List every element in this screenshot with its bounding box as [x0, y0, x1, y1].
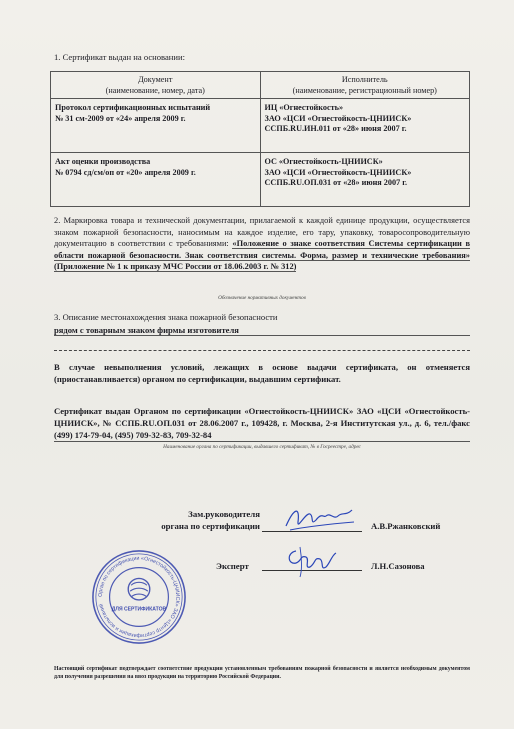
expert-signature: [280, 541, 340, 579]
table-row: [51, 153, 470, 207]
deputy-signature: [280, 500, 360, 540]
document-cell: [51, 99, 261, 153]
document-column-header: [51, 72, 261, 99]
organization-stamp: [90, 548, 188, 646]
basis-table: [50, 71, 470, 207]
normative-docs-caption: Обозначение нормативных документов: [218, 295, 306, 301]
executor-reg-number: ССПБ.RU.ИН.011 от «28» июня 2007 г.: [264, 124, 407, 133]
document-name: Протокол сертификационных испытаний: [55, 103, 211, 112]
stamp-center-text: ДЛЯ СЕРТИФИКАТОВ: [111, 606, 167, 613]
document-number: № 0794 сд/см/оп от «20» апреля 2009 г.: [55, 167, 196, 177]
section3-title: 3. Описание местонахождения знака пожарной безопасности: [54, 312, 278, 322]
executor-header-sublabel: (наименование, регистрационный номер): [292, 86, 437, 95]
executor-cell: [260, 153, 470, 207]
issuing-body-caption: Наименование органа по сертификации, выдавшего сертификат, № в Госреестре, адрес: [163, 444, 361, 450]
deputy-name: А.В.Ржанковский: [371, 521, 441, 531]
document-header-sublabel: (наименование, номер, дата): [105, 86, 205, 95]
executor-name: ИЦ «Огнестойкость»: [264, 103, 344, 112]
executor-name: ОС «Огнестойкость-ЦНИИСК»: [264, 157, 383, 166]
section3-mark-location: рядом с товарным знаком фирмы изготовителя: [54, 325, 470, 336]
expert-name: Л.Н.Сазонова: [371, 561, 425, 571]
revocation-condition: В случае невыполнения условий, лежащих в основе выдачи сертификата, он отменяется (приостанавливается) органом по сертификации, выдавшим сертификат.: [54, 362, 470, 385]
executor-org: ЗАО «ЦСИ «Огнестойкость-ЦНИИСК»: [264, 167, 412, 177]
document-number: № 31 см-2009 от «24» апреля 2009 г.: [55, 113, 186, 123]
document-name: Акт оценки производства: [55, 157, 151, 166]
section2-normative-reference: «Положение о знаке соответствия Системы сертификации в области пожарной безопасности. Знак соответствия системы. Форма, размер и технические требования» (Приложение № 1 к приказу МЧС России от 18.06.2003 г. № 312): [54, 239, 470, 272]
footer-note: Настоящий сертификат подтверждает соответствие продукции установленным требованиям пожарной безопасности и является необходимым документом для получения разрешения на ввоз продукции на территорию Российской Федерации.: [54, 666, 470, 681]
deputy-head-title: [120, 508, 260, 533]
stamp-outer-text: Орган по сертификации «Огнестойкость-ЦНИИСК» ЗАО «Центр сертификации и испытаний: [97, 555, 181, 639]
executor-header-label: Исполнитель: [341, 75, 388, 84]
document-header-label: Документ: [138, 75, 173, 84]
executor-org: ЗАО «ЦСИ «Огнестойкость-ЦНИИСК»: [264, 113, 412, 123]
table-header-row: [51, 72, 470, 99]
section2-marking-text: [54, 215, 470, 273]
section1-title: 1. Сертификат выдан на основании:: [54, 52, 185, 62]
issuing-body: Сертификат выдан Органом по сертификации «Огнестойкость-ЦНИИСК» ЗАО «ЦСИ «Огнестойкость-ЦНИИСК», № ССПБ.RU.ОП.031 от 28.06.2007 г., 109428, г. Москва, 2-я Институтская ул., д. 6, тел./факс (499) 174-79-04, (495) 709-32-83, 709-32-84: [54, 406, 470, 442]
executor-cell: [260, 99, 470, 153]
executor-column-header: [260, 72, 470, 99]
dashed-divider: [54, 350, 470, 351]
expert-label: Эксперт: [216, 561, 249, 571]
deputy-title-line1: Зам.руководителя: [188, 509, 260, 519]
executor-reg-number: ССПБ.RU.ОП.031 от «28» июня 2007 г.: [264, 178, 408, 187]
deputy-title-line2: органа по сертификации: [161, 521, 260, 532]
table-row: [51, 99, 470, 153]
document-cell: [51, 153, 261, 207]
section2-intro: 2. Маркировка товара и технической документации, прилагаемой к каждой единице продукции, осуществляется знаком пожарной безопасности, наносимым на каждое изделие, его тару, упаковку, товаросопроводительную документацию в соответствии с требованиями:: [54, 216, 470, 249]
